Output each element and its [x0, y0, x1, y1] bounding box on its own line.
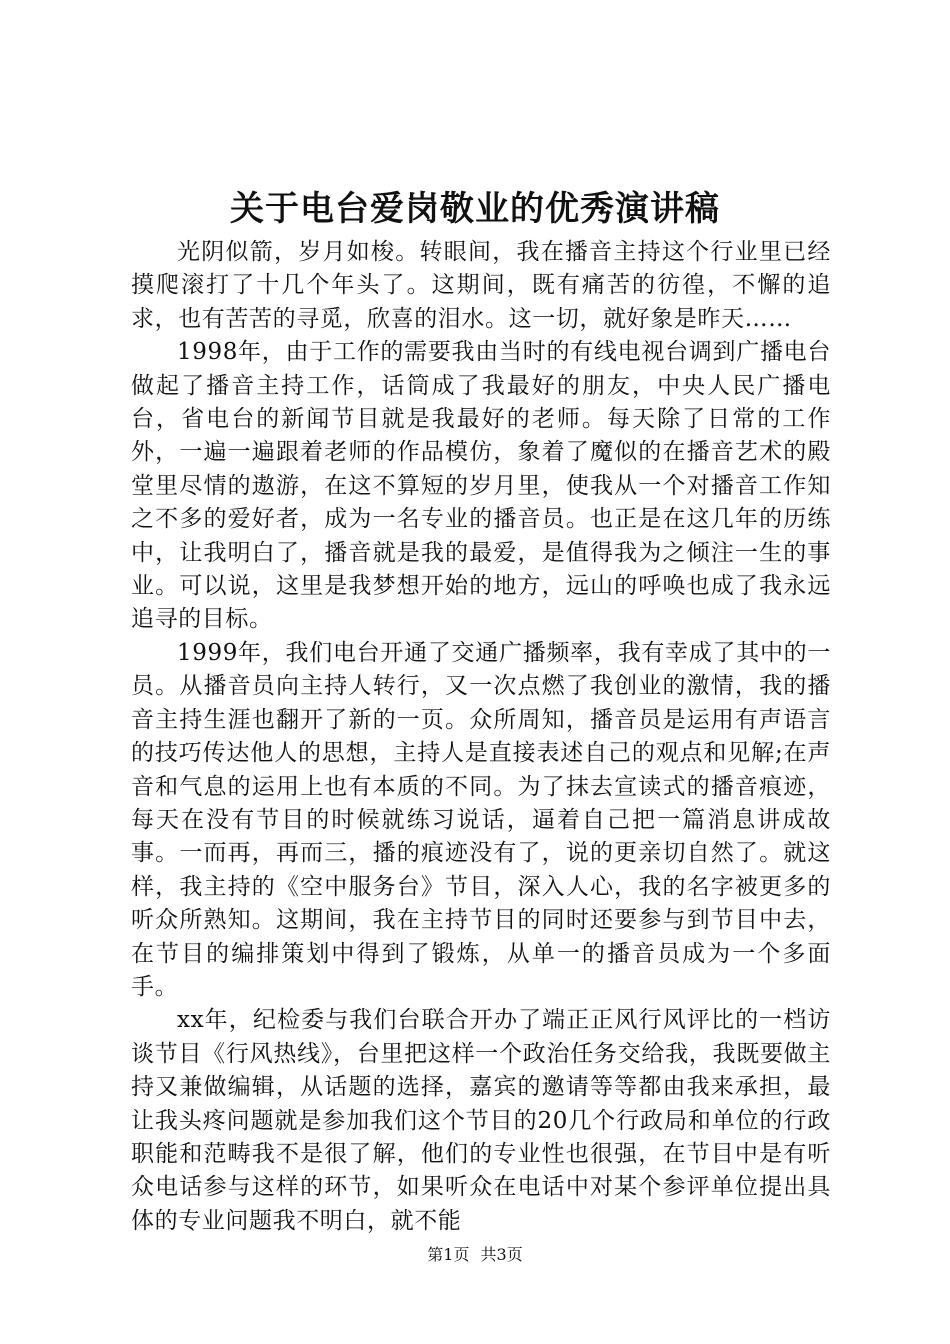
paragraph-1: 光阴似箭，岁月如梭。转眼间，我在播音主持这个行业里已经摸爬滚打了十几个年头了。这期间，既有痛苦的彷徨，不懈的追求，也有苦苦的寻觅，欣喜的泪水。这一切，就好象是昨天…… — [131, 239, 831, 332]
page-number-total: 共3页 — [480, 1245, 523, 1264]
paragraph-2: 1998年，由于工作的需要我由当时的有线电视台调到广播电台做起了播音主持工作，话筒成了我最好的朋友，中央人民广播电台，省电台的新闻节目就是我最好的老师。每天除了日常的工作外，一遍一遍跟着老师的作品模仿，象着了魔似的在播音艺术的殿堂里尽情的遨游，在这不算短的岁月里，使我从一个对播音工作知之不多的爱好者，成为一名专业的播音员。也正是在这几年的历练中，让我明白了，播音就是我的最爱，是值得我为之倾注一生的事业。可以说，这里是我梦想开始的地方，远山的呼唤也成了我永远追寻的目标。 — [131, 339, 831, 633]
paragraph-4: xx年，纪检委与我们台联合开办了端正正风行风评比的一档访谈节目《行风热线》，台里把这样一个政治任务交给我，我既要做主持又兼做编辑，从话题的选择，嘉宾的邀请等等都由我来承担，最让我头疼问题就是参加我们这个节目的20几个行政局和单位的行政职能和范畴我不是很了解，他们的专业性也很强，在节目中是有听众电话参与这样的环节，如果听众在电话中对某个参评单位提出具体的专业问题我不明白，就不能 — [131, 1007, 831, 1234]
page-number-current: 第1页 — [427, 1245, 470, 1264]
page-footer — [0, 1244, 950, 1266]
paragraph-3: 1999年，我们电台开通了交通广播频率，我有幸成了其中的一员。从播音员向主持人转行，又一次点燃了我创业的激情，我的播音主持生涯也翻开了新的一页。众所周知，播音员是运用有声语言的技巧传达他人的思想，主持人是直接表述自己的观点和见解;在声音和气息的运用上也有本质的不同。为了抹去宣读式的播音痕迹，每天在没有节目的时候就练习说话，逼着自己把一篇消息讲成故事。一而再，再而三，播的痕迹没有了，说的更亲切自然了。就这样，我主持的《空中服务台》节目，深入人心，我的名字被更多的听众所熟知。这期间，我在主持节目的同时还要参与到节目中去，在节目的编排策划中得到了锻炼，从单一的播音员成为一个多面手。 — [131, 639, 831, 1000]
document-body — [131, 236, 831, 1238]
document-title: 关于电台爱岗敬业的优秀演讲稿 — [230, 189, 720, 229]
